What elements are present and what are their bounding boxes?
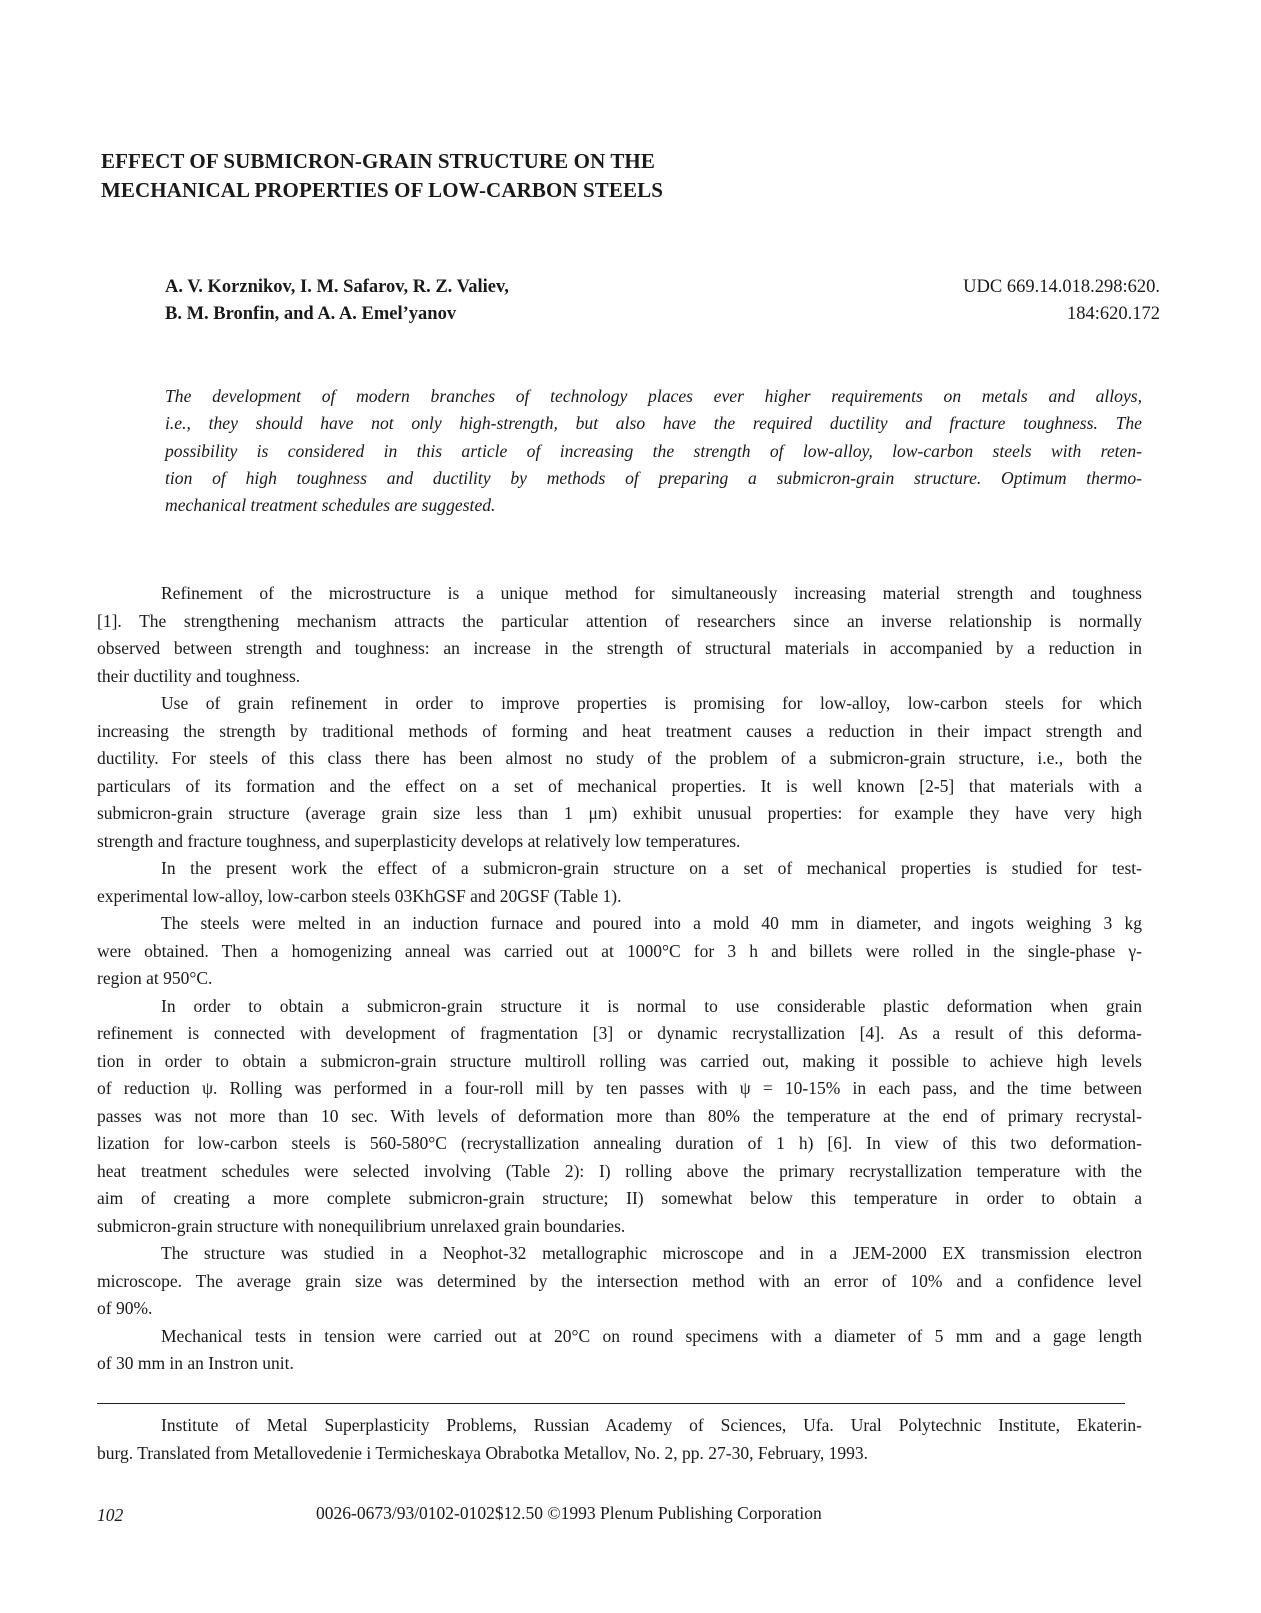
abstract-line: i.e., they should have not only high-strength, but also have the required ductility and fracture toughness. The bbox=[165, 413, 1142, 434]
body-line: In order to obtain a submicron-grain structure it is normal to use considerable plastic deformation when grain bbox=[161, 995, 1142, 1016]
body-paragraph bbox=[97, 993, 1142, 1241]
body-line: of 90%. bbox=[97, 1298, 153, 1318]
body-paragraph bbox=[97, 690, 1142, 855]
body-text bbox=[97, 580, 1142, 1378]
body-line: passes was not more than 10 sec. With levels of deformation more than 80% the temperature at the end of primary recrystal- bbox=[97, 1105, 1142, 1126]
body-line: particulars of its formation and the effect on a set of mechanical properties. It is well known [2-5] that materials with a bbox=[97, 775, 1142, 796]
body-line: Use of grain refinement in order to improve properties is promising for low-alloy, low-carbon steels for which bbox=[161, 693, 1142, 713]
copyright-line: 0026-0673/93/0102-0102$12.50 ©1993 Plenum Publishing Corporation bbox=[316, 1503, 822, 1523]
title-line: EFFECT OF SUBMICRON-GRAIN STRUCTURE ON THE bbox=[101, 149, 655, 173]
body-line: ductility. For steels of this class there has been almost no study of the problem of a submicron-grain structure, i.e., both the bbox=[97, 748, 1142, 768]
footnote-line: Institute of Metal Superplasticity Problems, Russian Academy of Sciences, Ufa. Ural Polytechnic Institute, Ekaterin- bbox=[161, 1415, 1142, 1435]
body-paragraph bbox=[97, 1240, 1142, 1323]
body-line: In the present work the effect of a submicron-grain structure on a set of mechanical properties is studied for test- bbox=[161, 858, 1142, 878]
body-line: were obtained. Then a homogenizing anneal was carried out at 1000°C for 3 h and billets were rolled in the single-phase γ- bbox=[97, 940, 1142, 961]
body-line: lization for low-carbon steels is 560-580°C (recrystallization annealing duration of 1 h) [6]. In view of this two deformation- bbox=[97, 1133, 1142, 1153]
body-line: observed between strength and toughness: an increase in the strength of structural materials in accompanied by a reduction in bbox=[97, 638, 1142, 658]
body-line: increasing the strength by traditional methods of forming and heat treatment causes a reduction in their impact strength and bbox=[97, 720, 1142, 741]
abstract bbox=[165, 383, 1142, 519]
abstract-line: tion of high toughness and ductility by methods of preparing a submicron-grain structure. Optimum thermo- bbox=[165, 467, 1142, 488]
body-line: region at 950°C. bbox=[97, 968, 213, 988]
title-line: MECHANICAL PROPERTIES OF LOW-CARBON STEELS bbox=[101, 178, 663, 202]
author-list bbox=[165, 274, 725, 328]
body-line: strength and fracture toughness, and superplasticity develops at relatively low temperatures. bbox=[97, 830, 741, 851]
body-line: The structure was studied in a Neophot-32 metallographic microscope and in a JEM-2000 EX transmission electron bbox=[161, 1243, 1142, 1263]
affiliation-footnote bbox=[97, 1412, 1142, 1467]
abstract-line: mechanical treatment schedules are suggested. bbox=[165, 495, 496, 516]
body-line: submicron-grain structure with nonequilibrium unrelaxed grain boundaries. bbox=[97, 1215, 626, 1236]
abstract-line: possibility is considered in this article of increasing the strength of low-alloy, low-carbon steels with reten- bbox=[165, 440, 1142, 461]
body-line: heat treatment schedules were selected involving (Table 2): I) rolling above the primary recrystallization temperature with the bbox=[97, 1160, 1142, 1181]
author-line: A. V. Korznikov, I. M. Safarov, R. Z. Valiev, bbox=[165, 277, 509, 297]
abstract-line: The development of modern branches of technology places ever higher requirements on metals and alloys, bbox=[165, 386, 1142, 406]
body-paragraph bbox=[97, 910, 1142, 993]
body-line: their ductility and toughness. bbox=[97, 665, 301, 686]
page-number: 102 bbox=[97, 1505, 124, 1525]
body-line: Refinement of the microstructure is a unique method for simultaneously increasing material strength and toughness bbox=[161, 583, 1142, 603]
udc-line: 184:620.172 bbox=[1066, 304, 1160, 324]
udc-code bbox=[760, 274, 1160, 328]
body-paragraph bbox=[97, 855, 1142, 910]
footnote-divider bbox=[97, 1403, 1125, 1404]
footnote-line: burg. Translated from Metallovedenie i Termicheskaya Obrabotka Metallov, No. 2, pp. 27-30, February, 1993. bbox=[97, 1442, 869, 1463]
body-line: Mechanical tests in tension were carried out at 20°C on round specimens with a diameter of 5 mm and a gage length bbox=[161, 1325, 1142, 1346]
article-title bbox=[101, 147, 1001, 205]
body-line: tion in order to obtain a submicron-grain structure multiroll rolling was carried out, making it possible to achieve high levels bbox=[97, 1050, 1142, 1071]
author-line: B. M. Bronfin, and A. A. Emel’yanov bbox=[165, 304, 457, 324]
body-line: refinement is connected with development of fragmentation [3] or dynamic recrystallization [4]. As a result of this deforma- bbox=[97, 1023, 1142, 1043]
body-line: submicron-grain structure (average grain size less than 1 μm) exhibit unusual properties: for example they have very high bbox=[97, 803, 1142, 823]
body-paragraph bbox=[97, 580, 1142, 690]
body-line: aim of creating a more complete submicron-grain structure; II) somewhat below this temperature in order to obtain a bbox=[97, 1188, 1142, 1208]
body-line: The steels were melted in an induction furnace and poured into a mold 40 mm in diameter, and ingots weighing 3 kg bbox=[161, 913, 1142, 933]
body-line: of 30 mm in an Instron unit. bbox=[97, 1353, 294, 1373]
udc-line: UDC 669.14.018.298:620. bbox=[963, 277, 1160, 297]
body-paragraph bbox=[97, 1323, 1142, 1378]
body-line: microscope. The average grain size was determined by the intersection method with an error of 10% and a confidence level bbox=[97, 1270, 1142, 1291]
body-line: of reduction ψ. Rolling was performed in a four-roll mill by ten passes with ψ = 10-15% in each pass, and the time between bbox=[97, 1078, 1142, 1098]
body-line: [1]. The strengthening mechanism attracts the particular attention of researchers since an inverse relationship is normally bbox=[97, 610, 1142, 631]
body-line: experimental low-alloy, low-carbon steels 03KhGSF and 20GSF (Table 1). bbox=[97, 885, 622, 906]
